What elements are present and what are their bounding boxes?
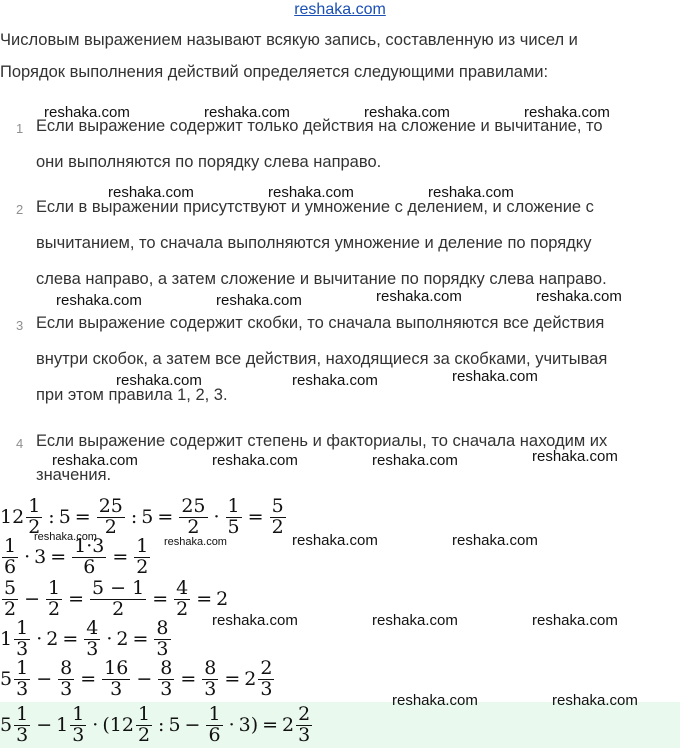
mixed-number: 5 $\frac{1}{3}$ (0, 702, 29, 746)
rule-line: Если выражение содержит степень и факториалы, то сначала находим их (36, 432, 608, 450)
fraction: $\frac{4}{2}$ (176, 576, 189, 620)
fraction: $\frac{1}{2}$ (48, 576, 61, 620)
rule-line: они выполняются по порядку слева направо. (36, 153, 382, 171)
watermark: reshaka.com (428, 184, 514, 201)
watermark: reshaka.com (116, 372, 202, 389)
fraction: $\frac{16}{3}$ (104, 656, 129, 700)
rule-line: значения. (36, 466, 112, 484)
watermark: reshaka.com (372, 612, 458, 629)
watermark: reshaka.com (164, 536, 227, 548)
mixed-number: 5 $\frac{1}{3}$ (0, 656, 29, 700)
site-link[interactable]: reshaka.com (294, 1, 386, 18)
mixed-number: 12 $\frac{1}{2}$ (109, 702, 151, 746)
watermark: reshaka.com (536, 288, 622, 305)
math-line-3: $\frac{5}{2}$ − $\frac{1}{2}$ = $\frac{5 - 1}{2}$ = $\frac{4}{2}$ = 2 (4, 576, 229, 620)
rule-line: Если в выражении присутствуют и умножение с делением, и сложение с (36, 198, 594, 216)
watermark: reshaka.com (216, 292, 302, 309)
fraction: $\frac{4}{3}$ (86, 616, 99, 660)
fraction: $\frac{25}{2}$ (98, 494, 123, 538)
rule-line: внутри скобок, а затем все действия, находящиеся за скобками, учитывая (36, 350, 608, 368)
watermark: reshaka.com (268, 184, 354, 201)
intro-line-1: Числовым выражением называют всякую запись, составленную из чисел и (0, 31, 578, 49)
watermark: reshaka.com (552, 692, 638, 709)
math-line-4: 1 $\frac{1}{3}$ · 2 = $\frac{4}{3}$ · 2 = $\frac{8}{3}$ (0, 616, 169, 660)
watermark: reshaka.com (108, 184, 194, 201)
fraction: $\frac{5}{2}$ (271, 494, 284, 538)
fraction: $\frac{1}{6}$ (4, 534, 17, 578)
intro-line-2: Порядок выполнения действий определяется следующими правилами: (0, 63, 549, 81)
fraction: $\frac{5}{2}$ (4, 576, 17, 620)
watermark: reshaka.com (372, 452, 458, 469)
mixed-number: 2 $\frac{2}{3}$ (244, 656, 273, 700)
fraction: $\frac{1\cdot 3}{6}$ (74, 534, 105, 578)
rule-line: Если выражение содержит скобки, то сначала выполняются все действия (36, 314, 605, 332)
watermark: reshaka.com (452, 368, 538, 385)
fraction: $\frac{8}{3}$ (156, 616, 169, 660)
rule-number: 1 (16, 121, 24, 136)
math-line-1: 12 $\frac{1}{2}$ : 5 = $\frac{25}{2}$ : 5 = $\frac{25}{2}$ · $\frac{1}{5}$ = $\frac{5}{2}$ (0, 494, 284, 538)
fraction: $\frac{8}{3}$ (160, 656, 173, 700)
mixed-number: 1 $\frac{1}{3}$ (0, 616, 29, 660)
mixed-number: 12 $\frac{1}{2}$ (0, 494, 41, 538)
fraction: $\frac{8}{3}$ (204, 656, 217, 700)
rule-line: слева направо, а затем сложение и вычитание по порядку слева направо. (36, 270, 607, 288)
watermark: reshaka.com (392, 692, 478, 709)
rule-line: вычитанием, то сначала выполняются умножение и деление по порядку (36, 234, 592, 252)
fraction: $\frac{25}{2}$ (181, 494, 206, 538)
answer-line: 5 $\frac{1}{3}$ − 1 $\frac{1}{3}$ · ( 12 $\frac{1}{2}$ : 5 − $\frac{1}{6}$ · 3 ) = 2 $\frac{2}{3}$ (0, 702, 680, 748)
watermark: reshaka.com (56, 292, 142, 309)
watermark: reshaka.com (292, 372, 378, 389)
mixed-number: 2 $\frac{2}{3}$ (282, 702, 311, 746)
watermark: reshaka.com (524, 104, 610, 121)
rule-number: 2 (16, 202, 24, 217)
mixed-number: 1 $\frac{1}{3}$ (56, 702, 85, 746)
watermark: reshaka.com (452, 532, 538, 549)
watermark: reshaka.com (532, 448, 618, 465)
watermark: reshaka.com (292, 532, 378, 549)
rule-line: Если выражение содержит только действия на сложение и вычитание, то (36, 117, 603, 135)
watermark: reshaka.com (204, 104, 290, 121)
watermark: reshaka.com (212, 452, 298, 469)
rule-line: при этом правила 1, 2, 3. (36, 386, 228, 404)
math-line-2: $\frac{1}{6}$ · 3 = $\frac{1\cdot 3}{6}$ = $\frac{1}{2}$ (4, 534, 149, 578)
watermark: reshaka.com (364, 104, 450, 121)
watermark: reshaka.com (212, 612, 298, 629)
fraction: $\frac{5 - 1}{2}$ (92, 576, 145, 620)
rule-number: 4 (16, 436, 24, 451)
fraction: $\frac{1}{2}$ (136, 534, 149, 578)
fraction: $\frac{1}{5}$ (227, 494, 240, 538)
watermark: reshaka.com (52, 452, 138, 469)
rule-number: 3 (16, 318, 24, 333)
math-line-5: 5 $\frac{1}{3}$ − $\frac{8}{3}$ = $\frac{16}{3}$ − $\frac{8}{3}$ = $\frac{8}{3}$ = 2 $\frac{2}{3}$ (0, 656, 276, 702)
watermark: reshaka.com (376, 288, 462, 305)
fraction: $\frac{8}{3}$ (60, 656, 73, 700)
watermark: reshaka.com (34, 531, 97, 543)
watermark: reshaka.com (532, 612, 618, 629)
fraction: $\frac{1}{6}$ (208, 702, 221, 746)
watermark: reshaka.com (44, 104, 130, 121)
